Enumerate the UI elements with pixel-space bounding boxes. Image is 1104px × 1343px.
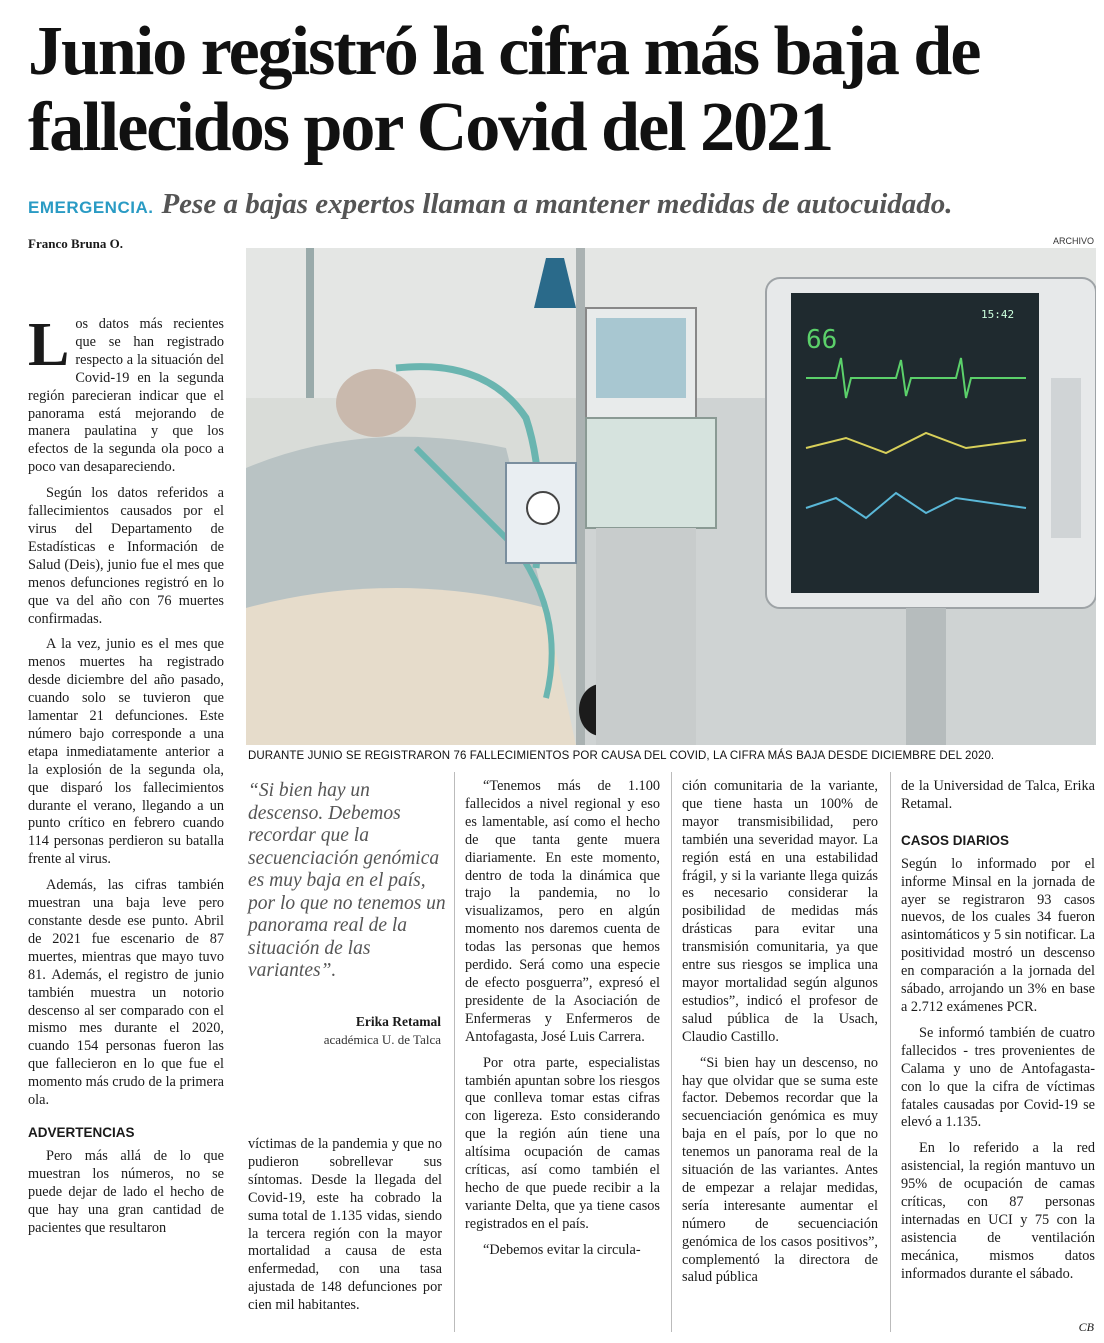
blanket	[246, 588, 576, 745]
column-1	[28, 311, 224, 1245]
col3-paragraph-3: “Debemos evitar la circula-	[483, 1241, 641, 1258]
col2-paragraph-1: víctimas de la pandemia y que no pudieron sobrellevar sus síntomas. Desde la llegada del Covid-19, este ha cobrado la suma total de 1.135 vidas, siendo la tercera región con la mayor mortalidad a causa de esta enfermedad, con una tasa ajustada de 148 defunciones por cien mil habitantes.	[248, 1136, 442, 1314]
col1-paragraph-1: os datos más recientes que se han registrado respecto a la situación del Covid-19 en la segunda región parecieran indicar que el panorama está mejorando de manera paulatina y que los efectos de la segunda ola poco a poco van desapareciendo.	[28, 316, 224, 476]
dropcap: L	[28, 311, 70, 379]
pull-quote: “Si bien hay un descenso. Debemos recordar que la secuenciación genómica es muy baja en el país, por lo que no tenemos un panorama real de la situación de las variantes”.	[248, 780, 446, 981]
headline: Junio registró la cifra más baja de fallecidos por Covid del 2021	[28, 13, 980, 166]
column-4	[682, 778, 878, 1295]
pull-quote-role: académica U. de Talca	[323, 1032, 441, 1047]
column-2	[248, 1136, 442, 1323]
signoff-mark: CB	[1078, 1320, 1094, 1334]
photo-credit: ARCHIVO	[1052, 236, 1094, 246]
monitor-value: 66	[806, 325, 838, 355]
monitor-time: 15:42	[981, 308, 1015, 321]
col1-paragraph-2: Según los datos referidos a fallecimientos causados por el virus del Departamento de Estadísticas e Información de Salud (Deis), junio fue el mes que menos defunciones registró en lo que va del año con 76 muertes confirmadas.	[28, 485, 224, 627]
section-heading-casos-diarios: CASOS DIARIOS	[901, 832, 1010, 848]
col5-paragraph-2: Según lo informado por el informe Minsal en la jornada de ayer se registraron 93 casos nuevos, de los cuales 34 fueron asintomáticos y 5 sin notificar. La positividad mostró un descenso en comparación a la jornada del sábado, arrojando un 3% en base a 2.712 exámenes PCR.	[901, 855, 1095, 1015]
col3-paragraph-1: “Tenemos más de 1.100 fallecidos a nivel regional y eso es lamentable, así como el hecho de que tanta gente muera diariamente. En este momento, dentro de toda la dinámica que trajo la pandemia, no lo visualizamos, pero en algún momento nos daremos cuenta de todas las personas que hemos perdido. Será como una especie de efecto posguerra”, expresó el presidente de la Asociación de Enfermeras y Enfermeros de Antofagasta, José Luis Carrera.	[465, 778, 660, 1045]
pull-quote-name: Erika Retamal	[355, 1014, 441, 1029]
patient-face-blurred	[336, 369, 416, 437]
column-divider	[890, 772, 891, 1332]
col5-paragraph-3: Se informó también de cuatro fallecidos - tres provenientes de Calama y uno de Antofagasta- con lo que la cifra de víctimas fatales causadas por Covid-19 se elevó a 1.135.	[901, 1024, 1095, 1131]
col4-paragraph-1: ción comunitaria de la variante, que tiene hasta un 100% de mayor transmisibilidad, pero también una severidad mayor. La región está en una estabilidad frágil, y si la variante llega quizás es necesario considerar la posibilidad de medidas más drásticas para evitar una transmisión comunitaria, ya que entre sus riesgos se implica una mayor mortalidad según algunos estudios”, indicó el profesor de salud pública de la Usach, Claudio Castillo.	[682, 778, 878, 1045]
section-heading-advertencias: ADVERTENCIAS	[28, 1124, 135, 1140]
ventilator-machine	[586, 418, 716, 528]
subhead	[28, 188, 1098, 221]
column-3	[465, 778, 660, 1268]
kicker: EMERGENCIA.	[28, 198, 154, 217]
col5-paragraph-1: de la Universidad de Talca, Erika Retamal.	[901, 778, 1095, 812]
photo-caption: DURANTE JUNIO SE REGISTRARON 76 FALLECIMIENTOS POR CAUSA DEL COVID, LA CIFRA MÁS BAJA DESDE DICIEMBRE DEL 2020.	[248, 750, 995, 762]
col1-paragraph-5: Pero más allá de lo que muestran los números, no se puede dejar de lado el hecho de que hay una gran cantidad de pacientes que resultaron	[28, 1147, 224, 1236]
col1-paragraph-3: A la vez, junio es el mes que menos muertes ha registrado desde diciembre del año pasado, cuando solo se tuvieron que lamentar 21 defunciones. Este número bajo corresponde a una etapa inmediatamente anterior a la explosión de la segunda ola, que disparó los fallecimientos durante el verano, llegando a un punto crítico en febrero cuando 114 personas perdieron su batalla frente al virus.	[28, 636, 224, 868]
column-divider	[454, 772, 455, 1332]
byline: Franco Bruna O.	[28, 236, 123, 251]
hospital-photo	[246, 248, 1096, 745]
col3-paragraph-2: Por otra parte, especialistas también apuntan sobre los riesgos que conlleva tomar estas cifras con ligereza. Esto considerando que la región aún tiene una altísima ocupación de camas críticas, así como también el hecho de que puede recibir a la variante Delta, que ya tiene casos registrados en el país.	[465, 1054, 660, 1232]
col1-paragraph-4: Además, las cifras también muestran una baja leve pero constante desde ese punto. Abril de 2021 fue escenario de 87 muertes, mientras que mayo tuvo 81. Además, el registro de junio también muestra un notorio descenso al ser comparado con el mismo mes durante el 2020, cuando 154 personas fueron las que fallecieron en lo que fue el momento más crudo de la primera ola.	[28, 877, 224, 1109]
col4-paragraph-2: “Si bien hay un descenso, no hay que olvidar que se suma este factor. Debemos recordar que la secuenciación genómica es muy baja en el país, por lo que no tenemos un panorama real de la situación de las variantes. Antes de empezar a relajar medidas, sería interesante aumentar el número de secuenciación genómica de los casos positivos”, complementó la directora de salud pública	[682, 1054, 878, 1286]
column-5	[901, 778, 1095, 1292]
deck: Pese a bajas expertos llaman a mantener medidas de autocuidado.	[161, 188, 953, 220]
col5-paragraph-4: En lo referido a la red asistencial, la región mantuvo un 95% de ocupación de camas críticas, con 87 personas internadas en UCI y 75 con la asistencia de ventilación mecánica, mismos datos informados durante el sábado.	[901, 1140, 1095, 1282]
column-divider	[671, 772, 672, 1332]
